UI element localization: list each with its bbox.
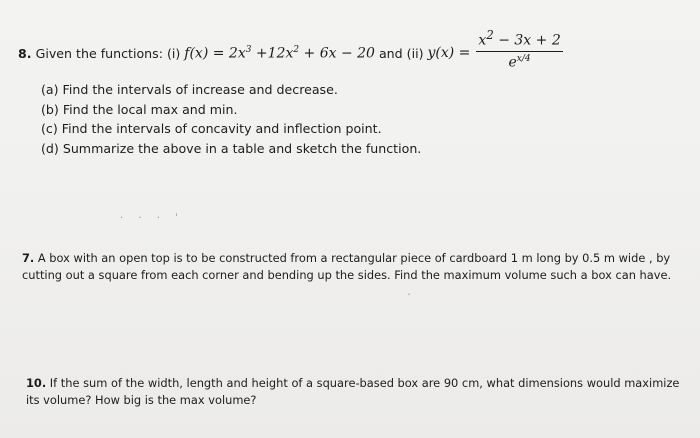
function-y-fraction <box>476 28 562 70</box>
question-8-parts <box>41 80 421 158</box>
y-numerator-rest: − 3x + 2 <box>493 32 561 49</box>
y-numerator-exponent: 2 <box>486 28 494 42</box>
function-f-formula <box>184 45 375 62</box>
question-8-part-d: (d) Summarize the above in a table and sketch the function. <box>41 140 422 156</box>
f-lhs: f(x) = 2x <box>184 45 246 62</box>
y-numerator-base: x <box>478 32 487 49</box>
scan-tick-mark: ˇ <box>407 293 411 302</box>
question-8-intro: Given the functions: (i) <box>35 45 181 61</box>
f-tail-terms: + 6x − 20 <box>299 45 375 62</box>
f-exponent-2: 2 <box>293 44 300 55</box>
question-10-text: If the sum of the width, length and height of a square-based box are 90 cm, what dimensions would maximize its volume? How big is the max volume? <box>26 376 680 407</box>
question-8-header <box>18 28 563 74</box>
question-10-number: 10. <box>26 376 47 390</box>
question-8-part-a: (a) Find the intervals of increase and decrease. <box>41 82 338 97</box>
question-8-part-c: (c) Find the intervals of concavity and inflection point. <box>41 121 382 136</box>
scan-speck-marks: · · · ˈ <box>120 213 184 224</box>
f-middle-term: +12x <box>251 45 294 62</box>
question-8-connector: and (ii) <box>378 45 424 61</box>
f-exponent-3: 3 <box>245 44 252 55</box>
question-10 <box>26 375 691 409</box>
question-7-text: A box with an open top is to be constructed from a rectangular piece of cardboard 1 m long by 0.5 m wide , by cutting out a square from each corner and bending up the sides. Find the maximum volume such a box can have. <box>22 251 672 282</box>
question-7 <box>22 250 692 284</box>
y-denominator-exponent: x/4 <box>516 53 531 64</box>
function-y-lhs: y(x) = <box>427 45 471 62</box>
question-7-number: 7. <box>22 251 35 265</box>
y-numerator <box>476 28 562 52</box>
question-8-number: 8. <box>18 45 32 61</box>
y-denominator-base: e <box>508 54 517 71</box>
y-denominator <box>509 52 531 71</box>
question-8-part-b: (b) Find the local max and min. <box>41 101 238 117</box>
